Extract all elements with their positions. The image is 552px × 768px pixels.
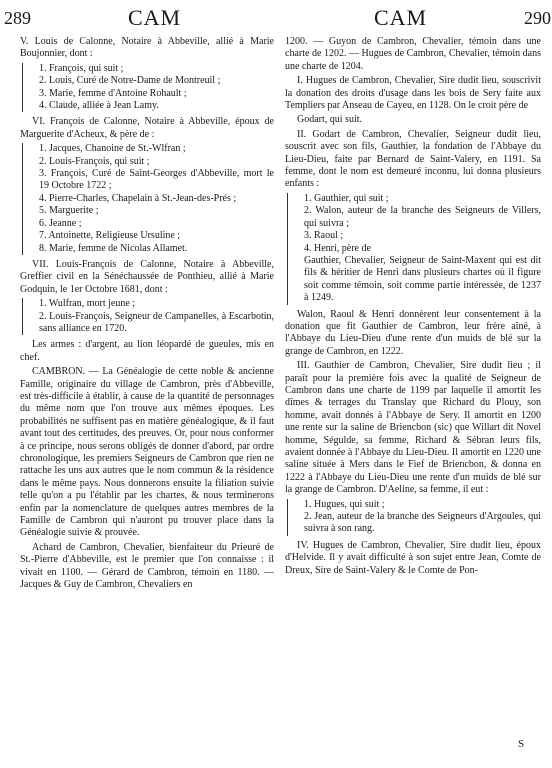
cambron-introduction: CAMBRON. — La Généalogie de cette noble & ancienne Famille, originaire du village de Cambron, près d'Abbeville, est très-difficile à établir, à cause de la quantité de personnages du même nom que l'on trouve aux mêmes époques. Les probabilités ne suffisent pas en matière généalogique, & il faut avant tout des certitudes, des preuves. Or, pour nous conformer à ce principe, nous serons obligés de donner d'abord, par ordre chronologique, les premiers Seigneurs de Cambron que rien ne rattache les uns aux autres que le nom commun & la résidence dans le même pays. Nous donnerons ensuite la filiation suivie telle qu'on a pu l'établir par les chartes, & nous terminerons enfin par la nomenclature de quelques autres membres de la Famille de Cambron qui n'auront pu trouver place dans la Généalogie suivie & prouvée. — [20, 366, 274, 539]
list-item: 7. Antoinette, Religieuse Ursuline ; — [39, 230, 181, 242]
list-item: 1. François, qui suit ; — [39, 62, 124, 74]
list-item: 4. Pierre-Charles, Chapelain à St.-Jean-des-Prés ; — [39, 192, 237, 204]
list-item: 1. Wulfran, mort jeune ; — [39, 298, 136, 310]
list-item: 1. Jacques, Chanoine de St.-Wlfran ; — [39, 143, 186, 155]
entry-vi-francois: VI. François de Calonne, Notaire à Abbeville, époux de Marguerite d'Acheux, & père de : — [20, 116, 274, 140]
entry-v-louis: V. Louis de Calonne, Notaire à Abbeville, allié à Marie Boujonnier, dont : — [20, 36, 274, 60]
list-item: 2. Walon, auteur de la branche des Seigneurs de Villers, qui suivra ; — [304, 205, 541, 229]
list-item: 3. Marie, femme d'Antoine Rohault ; — [39, 87, 187, 99]
list-item: 2. Jean, auteur de la branche des Seigneurs d'Argoules, qui suivra à son rang. — [304, 511, 541, 535]
children-list-iii — [287, 499, 541, 536]
list-item: Gauthier, Chevalier, Seigneur de Saint-Maxent qui est dit fils & héritier de Henri dans plusieurs chartes où il figure soit comme témoin, soit comme partie intéressée, de 1237 à 1249. — [304, 254, 541, 304]
list-item: 3. François, Curé de Saint-Georges d'Abbeville, mort le 19 Octobre 1722 ; — [39, 168, 274, 192]
page-number-left: 289 — [4, 8, 31, 28]
entry-i-heir: Godart, qui suit. — [297, 114, 362, 126]
arms-blazon: Les armes : d'argent, au lion léopardé de gueules, mis en chef. — [20, 339, 274, 363]
page-number-right: 290 — [524, 8, 551, 28]
entry-iv-hugues: IV. Hugues de Cambron, Chevalier, Sire dudit lieu, époux d'Helvide. Il y avait difficulté à son sujet entre Jean, Comte de Dreux, Sire de Saint-Valery & le Comte de Pon- — [285, 539, 541, 576]
children-list-v — [22, 63, 274, 113]
list-item: 6. Jeanne ; — [39, 217, 82, 229]
list-item: 4. Claude, alliée à Jean Lamy. — [39, 100, 159, 112]
entry-i-hugues: I. Hugues de Cambron, Chevalier, Sire dudit lieu, souscrivit la donation des droits d'usage dans les bois de Sery faite aux Templiers par Anseau de Cayeu, en 1128. On le croit père de — [285, 75, 541, 112]
list-item: 8. Marie, femme de Nicolas Allamet. — [39, 242, 188, 254]
early-lords-continued: 1200. — Guyon de Cambron, Chevalier, témoin dans une charte de 1202. — Hugues de Cambron, Chevalier, témoin dans une charte de 1204. — [285, 36, 541, 72]
children-list-vi — [22, 143, 274, 255]
list-item: 2. Louis, Curé de Notre-Dame de Montreuil ; — [39, 75, 221, 87]
consent-paragraph: Walon, Raoul & Henri donnèrent leur consentement à la donation que fit Gauthier de Cambron, leur frère aîné, à l'Abbaye du Lieu-Dieu d'une rente d'un muids de blé sur la grange de Cambron, en 1222. — [285, 308, 541, 357]
list-item: 4. Henri, père de — [304, 242, 371, 254]
list-item: 2. Louis-François, qui suit ; — [39, 155, 150, 167]
right-column — [285, 36, 541, 579]
left-column — [20, 36, 274, 593]
list-item: 2. Louis-François, Seigneur de Campanelles, à Escarbotin, sans alliance en 1720. — [39, 310, 274, 334]
list-item: 3. Raoul ; — [304, 230, 344, 242]
children-list-ii — [287, 193, 541, 305]
running-title-right: CAM — [374, 5, 428, 30]
signature-mark: S — [518, 738, 525, 750]
entry-iii-gauthier: III. Gauthier de Cambron, Chevalier, Sire dudit lieu ; il paraît pour la première fois avec la qualité de Seigneur de Cambron dans une charte de 1199 par laquelle il amortit les dîmes & terrages du Translay que Richard du Plouy, son homme, avait donnés à l'Abbaye de Sery. Il amortit en 1200 une rente sur la saline de Briencbon (sic) que Willart dit Novel homme, Ségulde, sa femme, Richard & Sébran leurs fils, avaient donnée à l'Abbaye du Lieu-Dieu. Il amortit en 1220 une saline située à Mers dans le Fief de Briencbon, & donna en 1222 à l'Abbaye du Lieu-Dieu une rente d'un muids de blé sur la grange de Cambron. D'Aeline, sa femme, il eut : — [285, 360, 541, 496]
list-item: 5. Marguerite ; — [39, 205, 99, 217]
early-lords-paragraph: Achard de Cambron, Chevalier, bienfaiteur du Prieuré de St.-Pierre d'Abbeville, est le premier que l'on connaisse : il vivait en 1100. — Gérard de Cambron, témoin en 1180. — Jacques & Guy de Cambron, Chevaliers en — [20, 541, 274, 591]
entry-ii-godart: II. Godart de Cambron, Chevalier, Seigneur dudit lieu, souscrit avec son fils, Gauthier, la fondation de l'Abbaye du Lieu-Dieu, faite par Bernard de Saint-Valery, en 1191. Sa femme, dont le nom est demeuré inconnu, lui donna plusieurs enfants : — [285, 128, 541, 190]
list-item: 1. Gauthier, qui suit ; — [304, 192, 389, 204]
entry-vii-louis-francois: VII. Louis-François de Calonne, Notaire à Abbeville, Greffier civil en la Sénéchaussée de Ponthieu, allié à Marie Godquin, le 1er Octobre 1681, dont : — [20, 258, 274, 295]
children-list-vii — [22, 298, 274, 335]
list-item: 1. Hugues, qui suit ; — [304, 498, 385, 510]
running-title-left: CAM — [128, 5, 182, 30]
